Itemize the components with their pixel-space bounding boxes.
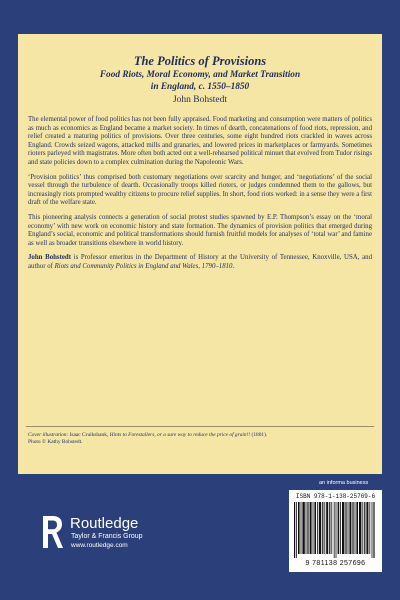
author-bio [28, 254, 372, 271]
blurb-panel [18, 34, 382, 474]
caption-photo: Photo © Kathy Bohstedt. [28, 439, 83, 445]
bio-author-name: John Bohstedt [28, 254, 71, 262]
bio-book-title: Riots and Community Politics in England and Wales, 1790–1810 [54, 262, 233, 270]
bio-text: is Professor emeritus in the Department of History at the University of Tennessee, Knoxville, USA, and author of [28, 254, 372, 270]
blurb-paragraph-1: The elemental power of food politics has not been fully appraised. Food marketing and consumption were matters of politics as much as economics as England became a market society. In times of dearth, concatenations of food riots, repression, and relief created a maturing politics of provisions. Over three centuries, some eight hundred riots crackled in waves across England. Crowds seized wagons, attacked mills and granaries, and lowered prices in marketplaces or farmyards. Sometimes rioters parleyed with magistrates. More often both acted out a well-rehearsed political minuet that evolved from Tudor risings and state policies down to a complex culmination during the Napoleonic Wars. [28, 116, 372, 166]
isbn-text: ISBN 978-1-138-25769-6 [295, 493, 376, 500]
barcode-box [289, 490, 382, 572]
publisher-group: Taylor & Francis Group [71, 533, 143, 540]
barcode-digits: 9 781138 257696 [305, 560, 366, 567]
blurb-content [28, 54, 372, 278]
book-subtitle-line1: Food Riots, Moral Economy, and Market Transition [99, 70, 301, 80]
book-subtitle-line2: in England, c. 1550–1850 [150, 82, 250, 92]
bio-end: . [232, 262, 235, 270]
routledge-logo-icon [39, 512, 65, 552]
informa-tagline: an informa business [319, 480, 369, 486]
caption-artist: Isaac Cruikshank, [68, 432, 110, 438]
book-author: John Bohstedt [172, 95, 228, 105]
publisher-url: www.routledge.com [71, 542, 128, 549]
barcode-image [294, 502, 377, 558]
book-title: The Politics of Provisions [133, 54, 267, 68]
caption-label: Cover illustration: [28, 432, 69, 438]
publisher-name: Routledge [70, 515, 139, 532]
cover-caption [28, 432, 374, 446]
blurb-paragraph-2: ‘Provision politics’ thus comprised both customary negotiations over scarcity and hunger, and ‘negotiations’ of the social vessel through the turbulence of dearth. Occasionally troops killed rioters, or judges condemned them to the gallows, but increasingly riots prompted wealthy citizens to procure relief supplies. In short, food riots worked: in a sense they were a first draft of the welfare state. [28, 173, 372, 207]
caption-divider [26, 426, 374, 427]
caption-year: (1801). [250, 432, 268, 438]
blurb-paragraph-3: This pioneering analysis connects a generation of social protest studies spawned by E.P. Thompson’s essay on the ‘moral economy’ with new work on economic history and state formation. The dynamics of provision politics that emerged during England’s social, economic and political transformations should furnish fruitful models for analyses of ‘total war’ and famine as well as broader transitions elsewhere in world history. [28, 213, 372, 247]
caption-work: Hints to Forestallers, or a sure way to reduce the price of grain!! [109, 432, 251, 438]
